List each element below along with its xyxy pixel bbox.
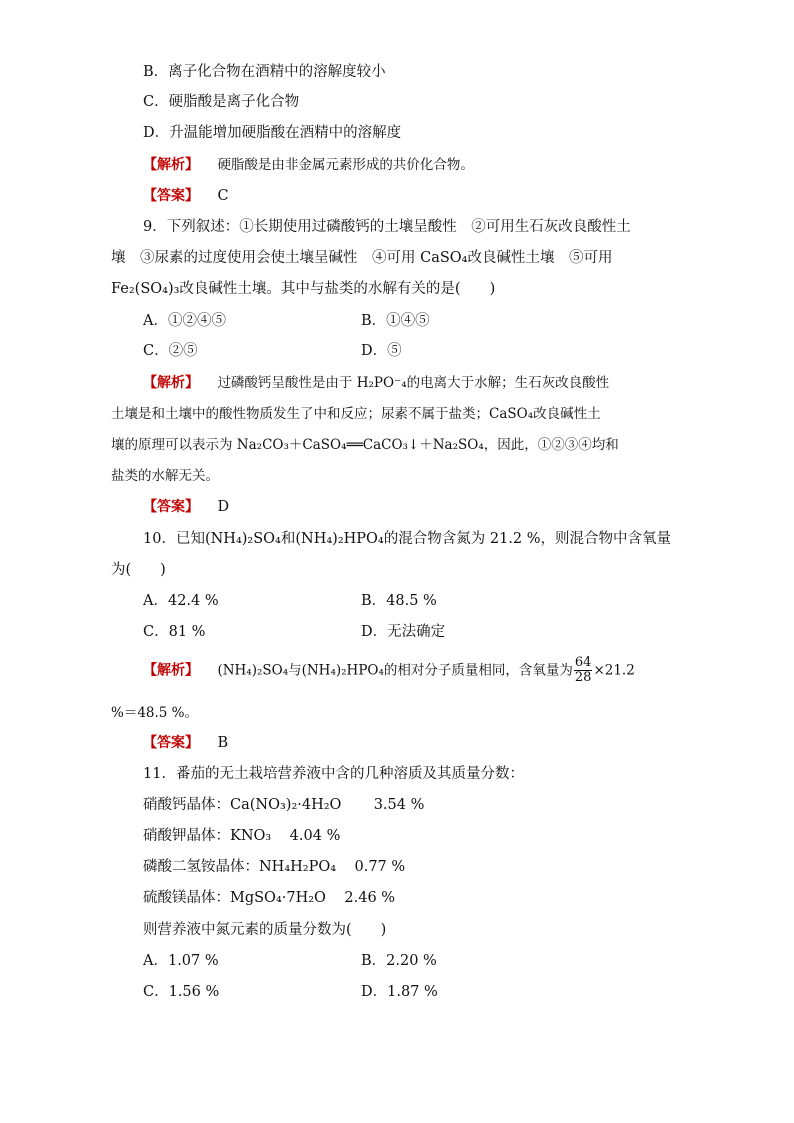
explanation-tag: 【解析】	[143, 662, 199, 679]
q9-options-row1	[143, 311, 430, 331]
q11-solute-1	[143, 795, 424, 815]
q8-option-c: C．硬脂酸是离子化合物	[143, 94, 300, 110]
answer-value: D	[217, 499, 230, 515]
fraction-denominator: 28	[574, 670, 592, 685]
explanation-text: 硬脂酸是由非金属元素形成的共价化合物。	[217, 157, 474, 173]
q9-explanation-line1	[143, 373, 609, 393]
q11-option-b: B．2.20 %	[361, 953, 437, 969]
q11-options-row1	[143, 951, 437, 971]
q9-option-a: A．①②④⑤	[143, 313, 226, 329]
q11-options-row2	[143, 982, 438, 1002]
solute-fraction: 3.54 %	[373, 797, 425, 813]
q11-solute-3	[143, 857, 405, 877]
q10-option-a: A．42.4 %	[143, 593, 219, 609]
q9-options-row2	[143, 341, 402, 361]
q8-option-b: B．离子化合物在酒精中的溶解度较小	[143, 64, 386, 80]
q10-options-row1	[143, 591, 437, 611]
q9-answer	[143, 497, 229, 517]
q9-explanation-line3: 壤的原理可以表示为 Na₂CO₃＋CaSO₄══CaCO₃↓＋Na₂SO₄，因此，①②③④均和	[111, 437, 619, 453]
solute-fraction: 4.04 %	[289, 828, 341, 844]
explanation-text: ×21.2	[593, 662, 635, 679]
q10-option-b: B．48.5 %	[361, 593, 437, 609]
answer-value: C	[217, 188, 229, 204]
explanation-tag: 【解析】	[143, 375, 199, 391]
answer-tag: 【答案】	[143, 188, 199, 204]
q10-option-c: C．81 %	[143, 624, 206, 640]
solute-fraction: 2.46 %	[344, 890, 396, 906]
solute-name: 硝酸钾晶体：KNO₃	[143, 828, 272, 844]
solute-name: 硝酸钙晶体：Ca(NO₃)₂·4H₂O	[143, 797, 342, 813]
q11-option-c: C．1.56 %	[143, 984, 220, 1000]
solute-name: 磷酸二氢铵晶体：NH₄H₂PO₄	[143, 859, 337, 875]
explanation-text: 过磷酸钙呈酸性是由于 H₂PO⁻₄的电离大于水解；生石灰改良酸性	[217, 375, 610, 391]
q11-stem: 11．番茄的无土栽培营养液中含的几种溶质及其质量分数：	[143, 766, 524, 782]
q9-option-b: B．①④⑤	[361, 313, 430, 329]
q10-options-row2	[143, 622, 446, 642]
q11-solute-4	[143, 888, 395, 908]
answer-tag: 【答案】	[143, 499, 199, 515]
q9-stem-line2: 壤 ③尿素的过度使用会使土壤呈碱性 ④可用 CaSO₄改良碱性土壤 ⑤可用	[111, 250, 613, 266]
q11-solute-2	[143, 826, 340, 846]
q11-option-a: A．1.07 %	[143, 953, 219, 969]
explanation-text: (NH₄)₂SO₄与(NH₄)₂HPO₄的相对分子质量相同，含氧量为	[217, 662, 573, 679]
q9-option-d: D．⑤	[361, 343, 402, 359]
answer-value: B	[217, 735, 229, 751]
q11-option-d: D．1.87 %	[361, 984, 438, 1000]
q11-question: 则营养液中氮元素的质量分数为( )	[143, 922, 387, 938]
q10-stem-line2: 为( )	[111, 562, 166, 578]
q9-explanation-line2: 土壤是和土壤中的酸性物质发生了中和反应；尿素不属于盐类；CaSO₄改良碱性土	[111, 406, 601, 422]
q10-option-d: D．无法确定	[361, 624, 446, 640]
explanation-tag: 【解析】	[143, 157, 199, 173]
solute-fraction: 0.77 %	[354, 859, 406, 875]
q8-explanation	[143, 155, 474, 175]
fraction	[574, 656, 593, 685]
fraction-numerator: 64	[574, 655, 592, 670]
q9-stem-line3: Fe₂(SO₄)₃改良碱性土壤。其中与盐类的水解有关的是( )	[111, 281, 496, 297]
q10-explanation-line1	[143, 656, 635, 685]
q9-option-c: C．②⑤	[143, 343, 198, 359]
q10-explanation-line2: %＝48.5 %。	[111, 705, 199, 721]
q10-stem-line1: 10．已知(NH₄)₂SO₄和(NH₄)₂HPO₄的混合物含氮为 21.2 %，则混合物中含氧量	[143, 531, 672, 547]
q8-answer	[143, 186, 229, 206]
q9-explanation-line4: 盐类的水解无关。	[111, 468, 219, 484]
answer-tag: 【答案】	[143, 735, 199, 751]
q9-stem-line1: 9．下列叙述：①长期使用过磷酸钙的土壤呈酸性 ②可用生石灰改良酸性土	[143, 219, 631, 235]
q8-option-d: D．升温能增加硬脂酸在酒精中的溶解度	[143, 125, 402, 141]
q10-answer	[143, 733, 228, 753]
solute-name: 硫酸镁晶体：MgSO₄·7H₂O	[143, 890, 326, 906]
